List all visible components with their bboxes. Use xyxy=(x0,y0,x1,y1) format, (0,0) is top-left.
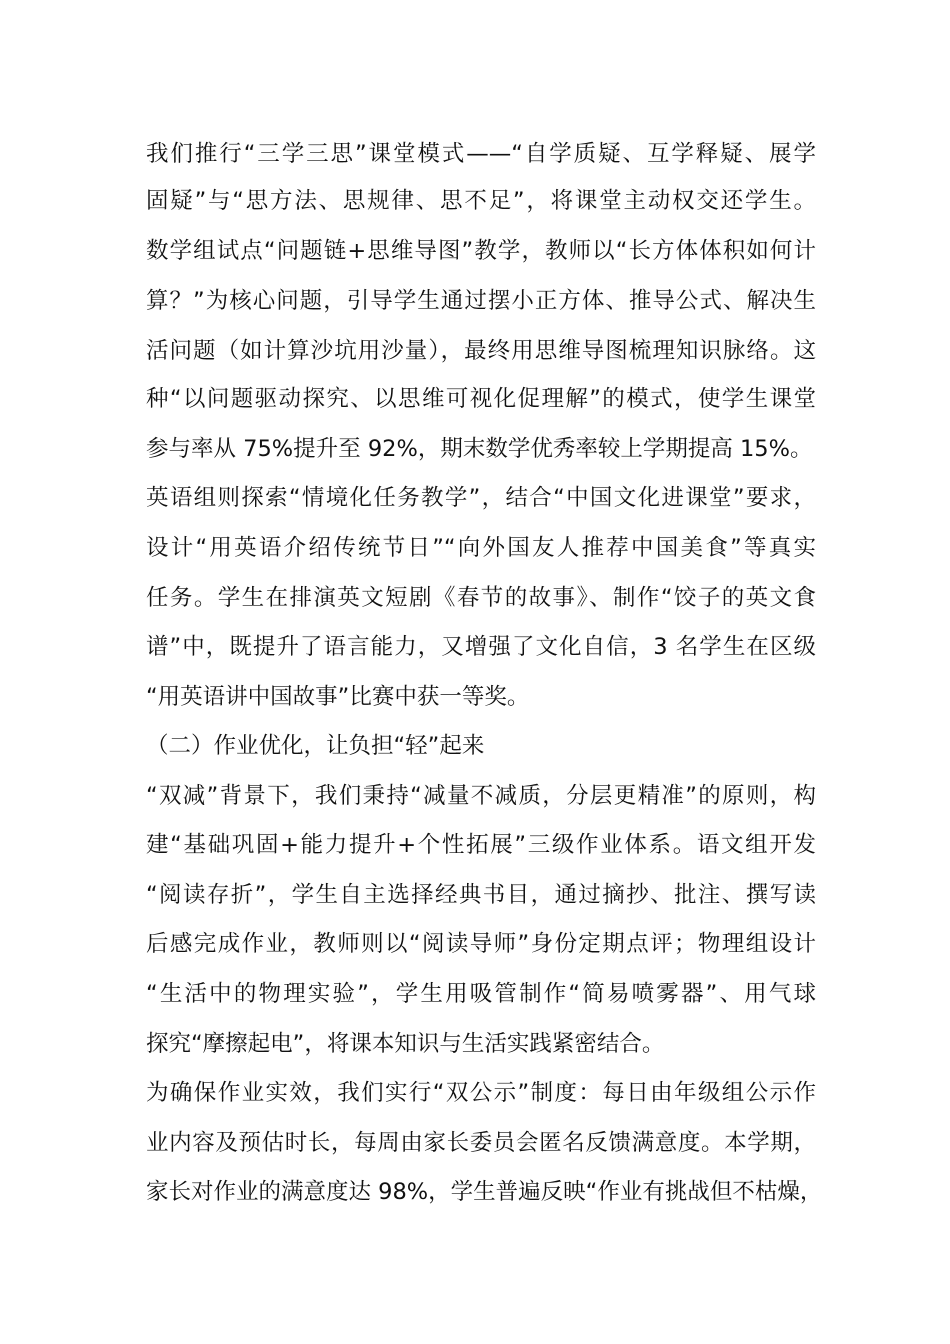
text-line: 探究“摩擦起电”，将课本知识与生活实践紧密结合。 xyxy=(146,1031,665,1057)
text-line: 活问题（如计算沙坑用沙量），最终用思维导图梳理知识脉络。这 xyxy=(146,338,816,364)
text-line: 英语组则探索“情境化任务教学”，结合“中国文化进课堂”要求， xyxy=(146,485,816,511)
text-line: “生活中的物理实验”，学生用吸管制作“简易喷雾器”、用气球 xyxy=(146,981,816,1007)
text-line: 家长对作业的满意度达 98%，学生普遍反映“作业有挑战但不枯燥， xyxy=(146,1179,823,1205)
text-line: 谱”中，既提升了语言能力，又增强了文化自信，3 名学生在区级 xyxy=(146,634,817,660)
text-line: 业内容及预估时长，每周由家长委员会匿名反馈满意度。本学期， xyxy=(146,1130,816,1156)
text-line: 参与率从 75%提升至 92%，期末数学优秀率较上学期提高 15%。 xyxy=(146,436,813,462)
text-line: 数学组试点“问题链+思维导图”教学，教师以“长方体体积如何计 xyxy=(146,238,816,264)
text-line: “用英语讲中国故事”比赛中获一等奖。 xyxy=(146,684,530,710)
text-line: 建“基础巩固+能力提升+个性拓展”三级作业体系。语文组开发 xyxy=(146,832,816,858)
text-line: 后感完成作业，教师则以“阅读导师”身份定期点评；物理组设计 xyxy=(146,931,816,957)
text-line: 为确保作业实效，我们实行“双公示”制度：每日由年级组公示作 xyxy=(146,1080,816,1106)
text-line: 固疑”与“思方法、思规律、思不足”，将课堂主动权交还学生。 xyxy=(146,188,816,214)
text-line: 任务。学生在排演英文短剧《春节的故事》、制作“饺子的英文食 xyxy=(146,585,816,611)
text-line: “双减”背景下，我们秉持“减量不减质，分层更精准”的原则，构 xyxy=(146,783,816,809)
text-line: 我们推行“三学三思”课堂模式——“自学质疑、互学释疑、展学 xyxy=(146,141,816,167)
text-line: 算？”为核心问题，引导学生通过摆小正方体、推导公式、解决生 xyxy=(146,288,816,314)
section-heading: （二）作业优化，让负担“轻”起来 xyxy=(146,733,485,759)
text-line: 设计“用英语介绍传统节日”“向外国友人推荐中国美食”等真实 xyxy=(146,535,816,561)
text-line: 种“以问题驱动探究、以思维可视化促理解”的模式，使学生课堂 xyxy=(146,386,816,412)
text-line: “阅读存折”，学生自主选择经典书目，通过摘抄、批注、撰写读 xyxy=(146,882,816,908)
